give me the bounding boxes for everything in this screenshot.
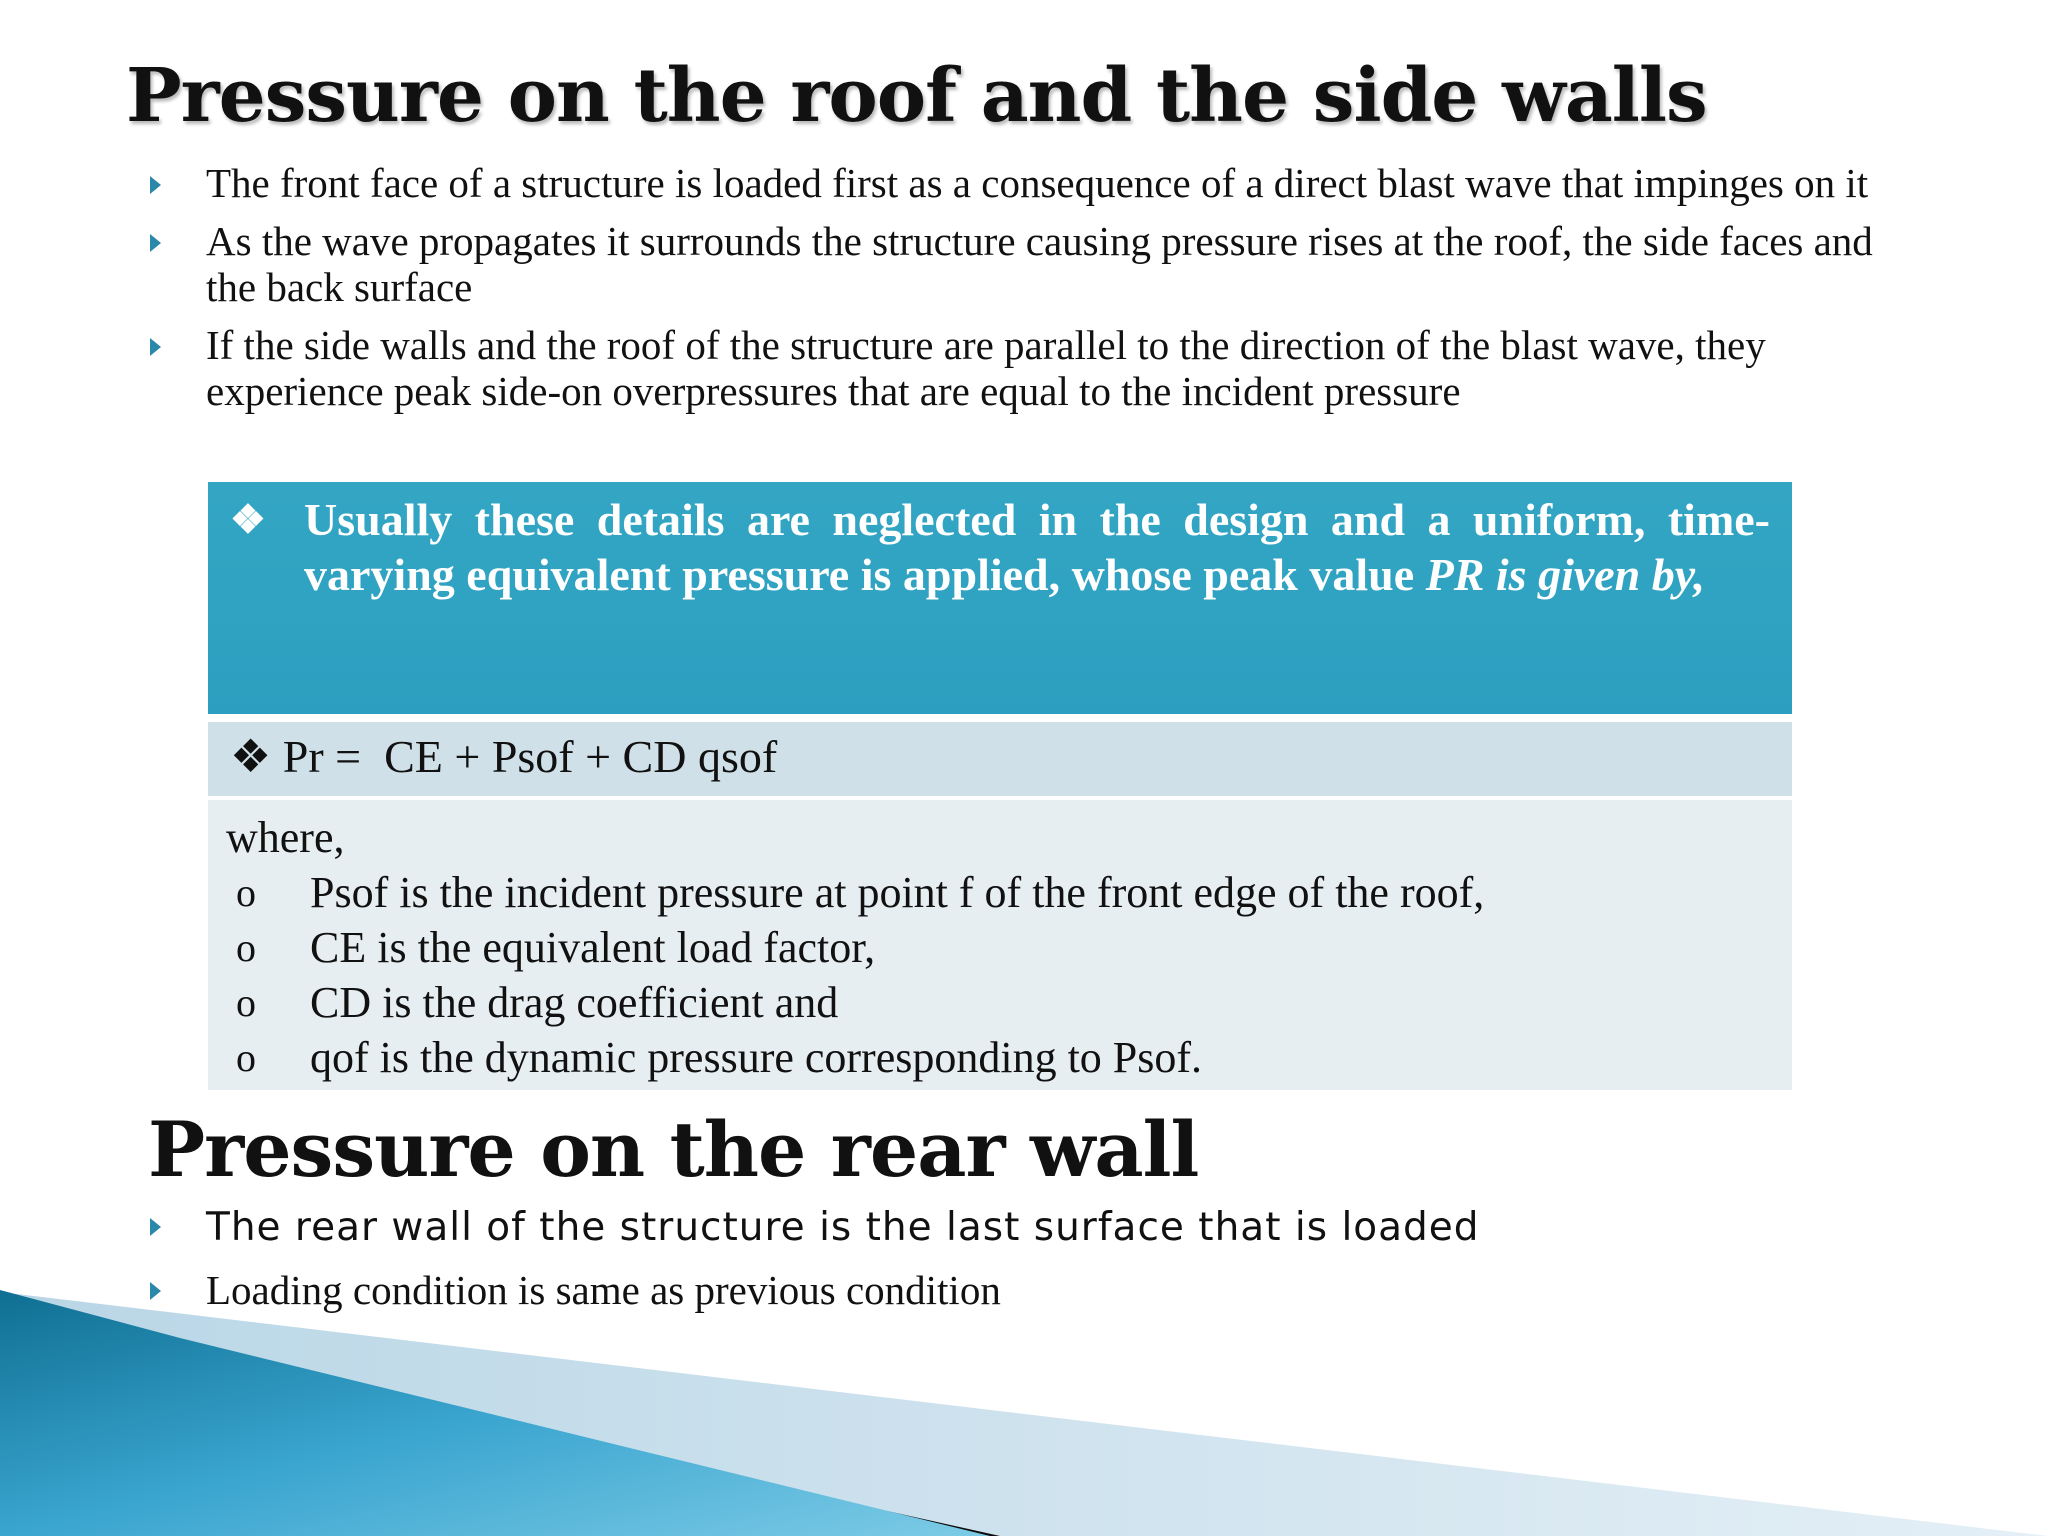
where-item [226, 1030, 1792, 1085]
bullet-text: If the side walls and the roof of the structure are parallel to the direction of the blast wave, they experience peak side-on overpressures that are equal to the incident pressure [206, 322, 1766, 414]
circle-bullet-icon: o [236, 980, 256, 1025]
circle-bullet-icon: o [236, 870, 256, 915]
circle-bullet-icon: o [236, 1035, 256, 1080]
formula-text: Pr = CE + Psof + CD qsof [271, 731, 778, 782]
bullet-arrow-icon [150, 1218, 161, 1236]
where-label: where, [226, 813, 345, 862]
bullet-text: Loading condition is same as previous condition [206, 1267, 1001, 1313]
highlight-text: Usually these details are neglected in the design and a uniform, time-varying equivalent pressure is applied, whose peak value [304, 494, 1770, 600]
where-item-text: Psof is the incident pressure at point f of the front edge of the roof, [310, 868, 1485, 917]
where-item-text: CD is the drag coefficient and [310, 978, 839, 1027]
bullet-text: The rear wall of the structure is the last surface that is loaded [206, 1205, 1480, 1250]
bullet-arrow-icon [150, 234, 161, 252]
diamond-bullet-icon: ❖ [230, 497, 266, 542]
highlight-italic-text: PR is given by, [1425, 549, 1705, 600]
where-list [226, 865, 1792, 1085]
where-item-text: CE is the equivalent load factor, [310, 923, 876, 972]
bullet-text: As the wave propagates it surrounds the structure causing pressure rises at the roof, the side faces and the back surface [206, 218, 1873, 310]
where-item [226, 865, 1792, 920]
slide-decoration [0, 1290, 2048, 1536]
where-item-text: qof is the dynamic pressure corresponding to Psof. [310, 1033, 1203, 1082]
bullet-arrow-icon [150, 338, 161, 356]
bullet-text: The front face of a structure is loaded first as a consequence of a direct blast wave that impinges on it [206, 160, 1869, 206]
where-item [226, 920, 1792, 975]
diamond-bullet-icon: ❖ [230, 731, 272, 782]
bullet-arrow-icon [150, 176, 161, 194]
bullet-item [140, 1200, 1840, 1254]
bullet-list-roof [140, 160, 1920, 426]
section-title-rear-wall: Pressure on the rear wall [148, 1105, 1199, 1194]
highlight-box [208, 482, 1792, 714]
where-item [226, 975, 1792, 1030]
where-box [208, 800, 1792, 1090]
bullet-item [140, 218, 1920, 310]
bullet-item [140, 160, 1920, 206]
circle-bullet-icon: o [236, 925, 256, 970]
slide-title: Pressure on the roof and the side walls [126, 53, 1707, 139]
bullet-item [140, 322, 1920, 414]
formula-row [208, 722, 1792, 796]
